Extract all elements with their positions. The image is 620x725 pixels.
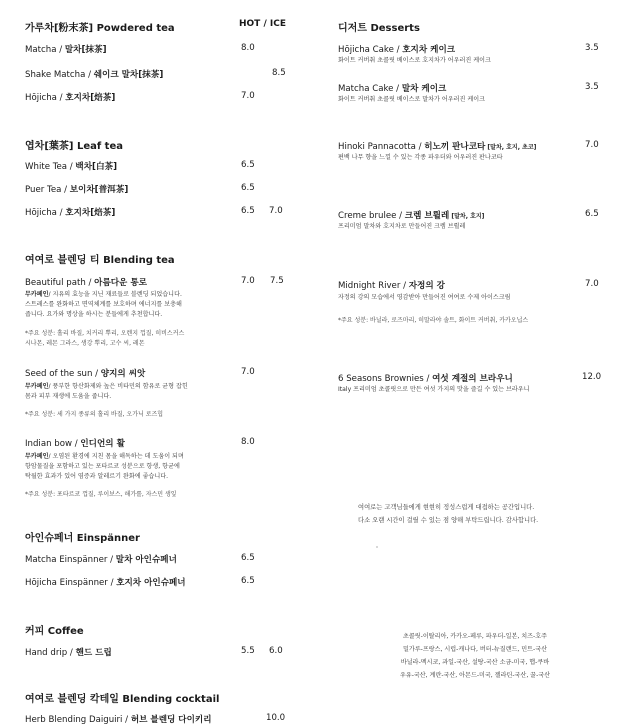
price: 3.5 [585,82,599,92]
item-description: 편백 나무 향을 느낄 수 있는 각종 파우더와 어우러진 판나코타 [338,154,503,161]
menu-item: Hōjicha / 호지차[焙茶] [25,93,116,103]
price-hot: 6.5 [241,576,255,586]
notice-text: 여여로는 고객님들에게 현현히 정성스럽게 대접하는 공간입니다. 다소 오랜 시간이 걸릴 수 있는 점 양해 부탁드립니다. 감사합니다. [358,504,539,524]
price-ice: 7.0 [269,206,283,216]
price-hot: 6.5 [241,183,255,193]
item-description: 무카페인/ 지유의 효능을 지닌 재료들로 블렌딩 되었습니다. 스트레스를 완화하고 면역체계를 보호하며 에너지를 보충해 줍니다. 요가와 명상을 하시는 분들에게 추천합니다. [25,291,182,318]
menu-item: Hōjicha / 호지차[焙茶] [25,208,116,218]
item-description: 무카페인/ 오염된 환경에 지친 몸을 해독하는 데 도움이 되며 항암물질을 포함하고 있는 포타르코 성분으로 항생, 항균에 탁월한 효과가 있어 염증과 알레르기 완화에 좋습니다. [25,453,184,480]
section-title-desserts: 디저트 Desserts [338,23,420,34]
price-hot: 8.0 [241,437,255,447]
menu-item: Shake Matcha / 쉐이크 말차[抹茶] [25,70,164,80]
price-hot: 7.0 [241,276,255,286]
item-ingredients: *주요 성분: 세 가지 종류의 홀리 바질, 오가닉 로즈힙 [25,411,164,418]
origin-info: 초콜릿-이탈리아, 카카오-페루, 파우더-일본, 치즈-호주 밀가루-프랑스, 시럽-캐나다, 버터-뉴질랜드, 민트-국산 바닐라-멕시코, 과일-국산, 설탕-국산 소금-미국, 햅-쿠바 우유-국산, 계란-국산, 아몬드-미국, 젤라틴-국산, 꿀-국산 [399,633,551,679]
menu-item: Midnight River / 자정의 강 [338,281,445,291]
menu-item: Herb Blending Daiguiri / 허브 블렌딩 다이키리 [25,715,212,725]
menu-item: Indian bow / 인디언의 활 [25,439,125,449]
item-ingredients: *주요 성분: 홀리 바질, 치커리 뿌리, 오렌지 껍질, 히비스커스 시나몬, 레몬 그라스, 생강 뿌리, 고수 씨, 레몬 [25,330,185,347]
item-ingredients: *주요 성분: 바닐라, 로즈마리, 히말라야 솔트, 화이트 커버춰, 카카오닙스 [338,317,529,324]
menu-item: Seed of the sun / 양지의 씨앗 [25,369,146,379]
price-hot: 6.5 [241,160,255,170]
price-hot: 6.5 [241,553,255,563]
price-hot: 5.5 [241,646,255,656]
price-hot: 6.5 [241,206,255,216]
menu-item: Matcha Einspänner / 말차 아인슈페너 [25,555,177,565]
item-description: Italy 프리미엄 초콜릿으로 만든 여섯 가지의 맛을 즐길 수 있는 브라우니 [338,386,530,393]
item-description: 프리미엄 말차와 호지차로 만들어진 크렘 브륄레 [338,223,466,230]
divider-dot [376,546,378,548]
section-title-blending-cocktail: 여여로 블렌딩 칵테일 Blending cocktail [25,694,220,705]
price: 10.0 [266,713,286,723]
price-hot: 7.0 [241,91,255,101]
menu-item: Matcha Cake / 말차 케이크 [338,84,447,94]
price: 7.0 [585,140,599,150]
price: 12.0 [582,372,602,382]
section-title-leaf-tea: 엽차[葉茶] Leaf tea [25,141,123,152]
menu-item: 6 Seasons Brownies / 여섯 계절의 브라우니 [338,374,513,384]
price: 3.5 [585,43,599,53]
section-title-blending-tea: 여여로 블렌딩 티 Blending tea [25,255,175,266]
price-header: HOT / ICE [239,19,286,29]
price-ice: 8.5 [272,68,286,78]
item-description: 화이트 커버춰 초콜릿 베이스로 호지차가 어우러진 케이크 [338,57,491,64]
price: 6.5 [585,209,599,219]
price-hot: 7.0 [241,367,255,377]
price-hot: 8.0 [241,43,255,53]
item-ingredients: *주요 성분: 포타르코 껍질, 루이보스, 해가롤, 자스민 생잎 [25,491,177,498]
price-ice: 6.0 [269,646,283,656]
section-title-coffee: 커피 Coffee [25,626,84,637]
menu-item: Hōjicha Einspänner / 호지차 아인슈페너 [25,578,186,588]
menu-item: Creme brulee / 크렘 브륄레 [말차, 호지] [338,211,485,221]
menu-item: White Tea / 백차[白茶] [25,162,118,172]
menu-item: Hinoki Pannacotta / 히노끼 판나코타 [말차, 호지, 초코] [338,142,537,152]
price-ice: 7.5 [270,276,284,286]
menu-item: Hōjicha Cake / 호지차 케이크 [338,45,456,55]
section-title-powdered-tea: 가루차[粉末茶] Powdered tea [25,23,175,34]
item-description: 자정의 강의 모습에서 영감받아 만들어진 여여로 수제 아이스크림 [338,294,511,301]
menu-item: Beautiful path / 아름다운 통로 [25,278,147,288]
item-description: 화이트 커버춰 초콜릿 베이스로 말차가 어우러진 케이크 [338,96,486,103]
menu-item: Matcha / 말차[抹茶] [25,45,107,55]
section-title-einspanner: 아인슈페너 Einspänner [25,533,140,544]
menu-item: Puer Tea / 보이차[普洱茶] [25,185,129,195]
menu-item: Hand drip / 핸드 드립 [25,648,112,658]
price: 7.0 [585,279,599,289]
item-description: 무카페인/ 풍부한 항산화제와 높은 비타민의 함유로 균형 잡힌 몸과 피부 재생에 도움을 줍니다. [25,383,188,400]
